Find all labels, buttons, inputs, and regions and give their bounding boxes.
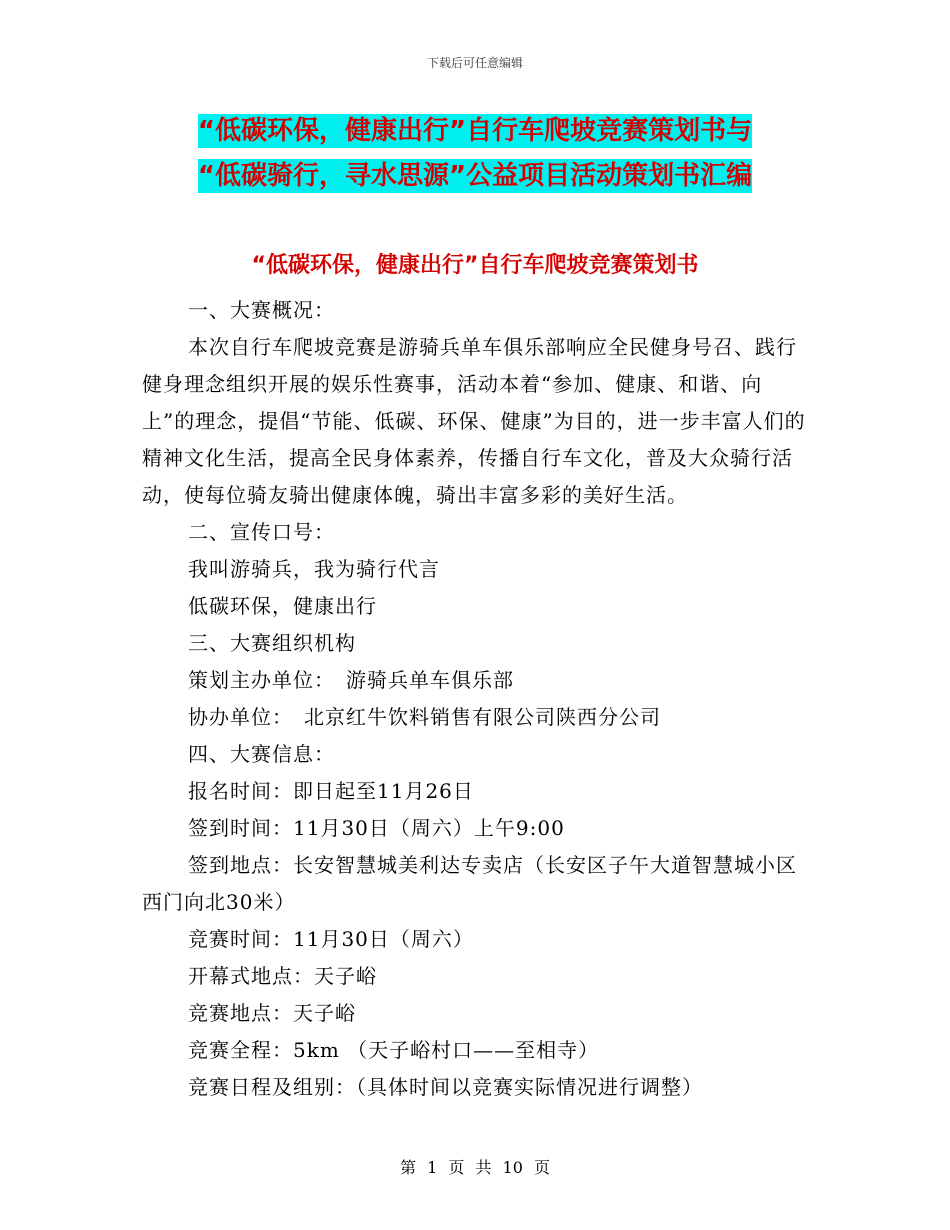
page-footer: 第 1 页 共 10 页 — [400, 1158, 550, 1177]
paragraph: 二、宣传口号： — [188, 520, 335, 544]
section-title: “低碳环保，健康出行”自行车爬坡竞赛策划书 — [251, 253, 699, 278]
main-title-line-1-text: “低碳环保，健康出行”自行车爬坡竞赛策划书与 — [197, 116, 753, 146]
paragraph: 报名时间：即日起至11月26日 — [188, 779, 474, 803]
paragraph: 低碳环保，健康出行 — [188, 594, 377, 618]
paragraph: 四、大赛信息： — [188, 742, 335, 766]
paragraph: 三、大赛组织机构 — [188, 631, 356, 655]
paragraph: 策划主办单位： 游骑兵单车俱乐部 — [188, 668, 514, 692]
paragraph: 开幕式地点：天子峪 — [188, 964, 377, 988]
paragraph: 我叫游骑兵，我为骑行代言 — [188, 557, 440, 581]
paragraph: 竞赛时间：11月30日（周六） — [188, 927, 474, 951]
paragraph: 竞赛全程：5km （天子峪村口——至相寺） — [188, 1038, 600, 1062]
main-title-line-2-text: “低碳骑行，寻水思源”公益项目活动策划书汇编 — [197, 161, 753, 191]
paragraph: 竞赛地点：天子峪 — [188, 1001, 356, 1025]
paragraph: 竞赛日程及组别：（具体时间以竞赛实际情况进行调整） — [188, 1075, 703, 1099]
paragraph: 本次自行车爬坡竞赛是游骑兵单车俱乐部响应全民健身号召、践行健身理念组织开展的娱乐性赛事，活动本着“参加、健康、和谐、向上”的理念，提倡“节能、低碳、环保、健康”为目的，进一步丰富人们的精神文化生活，提高全民身体素养，传播自行车文化，普及大众骑行活动，使每位骑友骑出健康体魄，骑出丰富多彩的美好生活。 — [142, 335, 806, 507]
paragraph: 签到时间：11月30日（周六）上午9:00 — [188, 816, 565, 840]
page-header-note: 下载后可任意编辑 — [426, 56, 523, 70]
paragraph: 协办单位： 北京红牛饮料销售有限公司陕西分公司 — [188, 705, 661, 729]
document-body — [142, 292, 807, 1106]
paragraph: 一、大赛概况： — [188, 298, 335, 322]
main-title-line-1 — [0, 110, 950, 147]
paragraph: 签到地点：长安智慧城美利达专卖店（长安区子午大道智慧城小区西门向北30米） — [142, 853, 797, 914]
main-title-line-2 — [0, 155, 950, 192]
